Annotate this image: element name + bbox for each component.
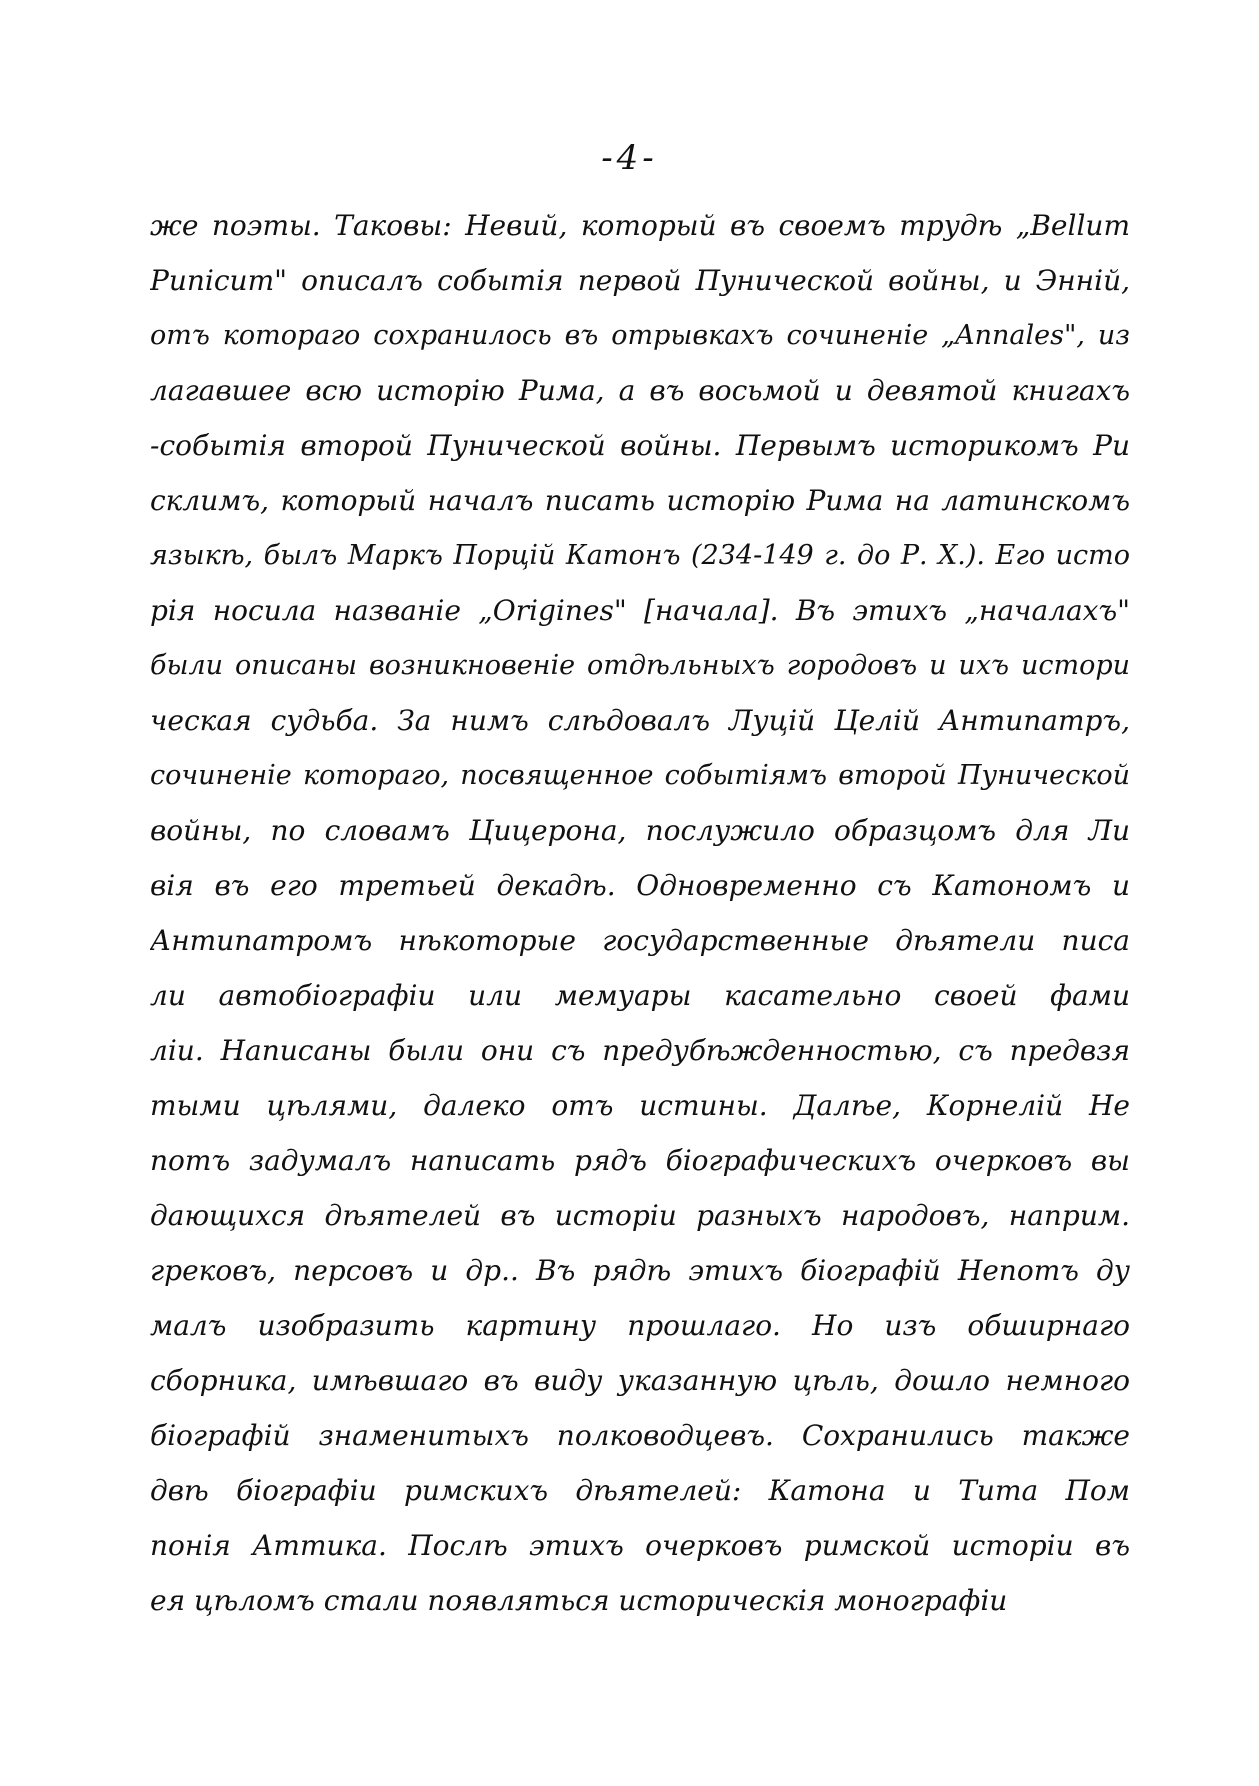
text-line: тыми цѣлями, далеко отъ истины. Далѣе, Корнелій Не xyxy=(150,1089,1130,1122)
text-line: дающихся дѣятелей въ исторіи разныхъ народовъ, наприм. xyxy=(150,1199,1130,1232)
text-line: были описаны возникновеніе отдѣльныхъ городовъ и ихъ истори xyxy=(150,650,1130,681)
page-number: -4- xyxy=(601,138,658,178)
text-line: сочиненіе котораго, посвященное событіямъ второй Пунической xyxy=(150,760,1130,791)
text-line: -событія второй Пунической войны. Первымъ историкомъ Ри xyxy=(150,429,1130,462)
text-line: войны, по словамъ Цицерона, послужило образцомъ для Ли xyxy=(150,814,1130,847)
text-line: же поэты. Таковы: Невий, который въ своемъ трудѣ „Bellum xyxy=(150,209,1130,242)
text-line: рія носила названіе „Origines" [начала]. Въ этихъ „началахъ" xyxy=(150,594,1130,627)
text-line: отъ котораго сохранилось въ отрывкахъ сочиненіе „Annales", из xyxy=(150,320,1130,351)
text-line: ли автобіографіи или мемуары касательно своей фами xyxy=(150,979,1130,1012)
text-line: потъ задумалъ написать рядъ біографическихъ очерковъ вы xyxy=(150,1144,1130,1177)
text-line: грековъ, персовъ и др.. Въ рядѣ этихъ біографій Непотъ ду xyxy=(150,1254,1130,1287)
text-line: понія Аттика. Послѣ этихъ очерковъ римской исторіи въ xyxy=(150,1529,1130,1562)
text-line: Punicum" описалъ событія первой Пунической войны, и Энній, xyxy=(150,264,1130,297)
text-line: біографій знаменитыхъ полководцевъ. Сохранились также xyxy=(150,1419,1130,1452)
text-line: двѣ біографіи римскихъ дѣятелей: Катона и Тита Пом xyxy=(150,1474,1130,1507)
text-line: сборника, имѣвшаго въ виду указанную цѣль, дошло немного xyxy=(150,1364,1130,1397)
text-line: ея цѣломъ стали появляться историческія монографіи xyxy=(150,1584,1008,1617)
handwritten-text xyxy=(150,198,1130,1628)
text-line: лагавшее всю исторію Рима, а въ восьмой и девятой книгахъ xyxy=(150,374,1130,407)
text-line: вія въ его третьей декадѣ. Одновременно съ Катономъ и xyxy=(150,869,1130,902)
text-line: Антипатромъ нѣкоторые государственные дѣятели писа xyxy=(150,924,1130,957)
text-line: ліи. Написаны были они съ предубѣжденностью, съ предвзя xyxy=(150,1034,1130,1067)
text-line: языкѣ, былъ Маркъ Порцій Катонъ (234-149 г. до Р. Х.). Его исто xyxy=(150,540,1130,571)
text-line: склимъ, который началъ писать исторію Рима на латинскомъ xyxy=(150,484,1130,517)
text-line: малъ изобразить картину прошлаго. Но изъ обширнаго xyxy=(150,1309,1130,1342)
text-line: ческая судьба. За нимъ слѣдовалъ Луцій Целій Антипатръ, xyxy=(150,704,1130,737)
